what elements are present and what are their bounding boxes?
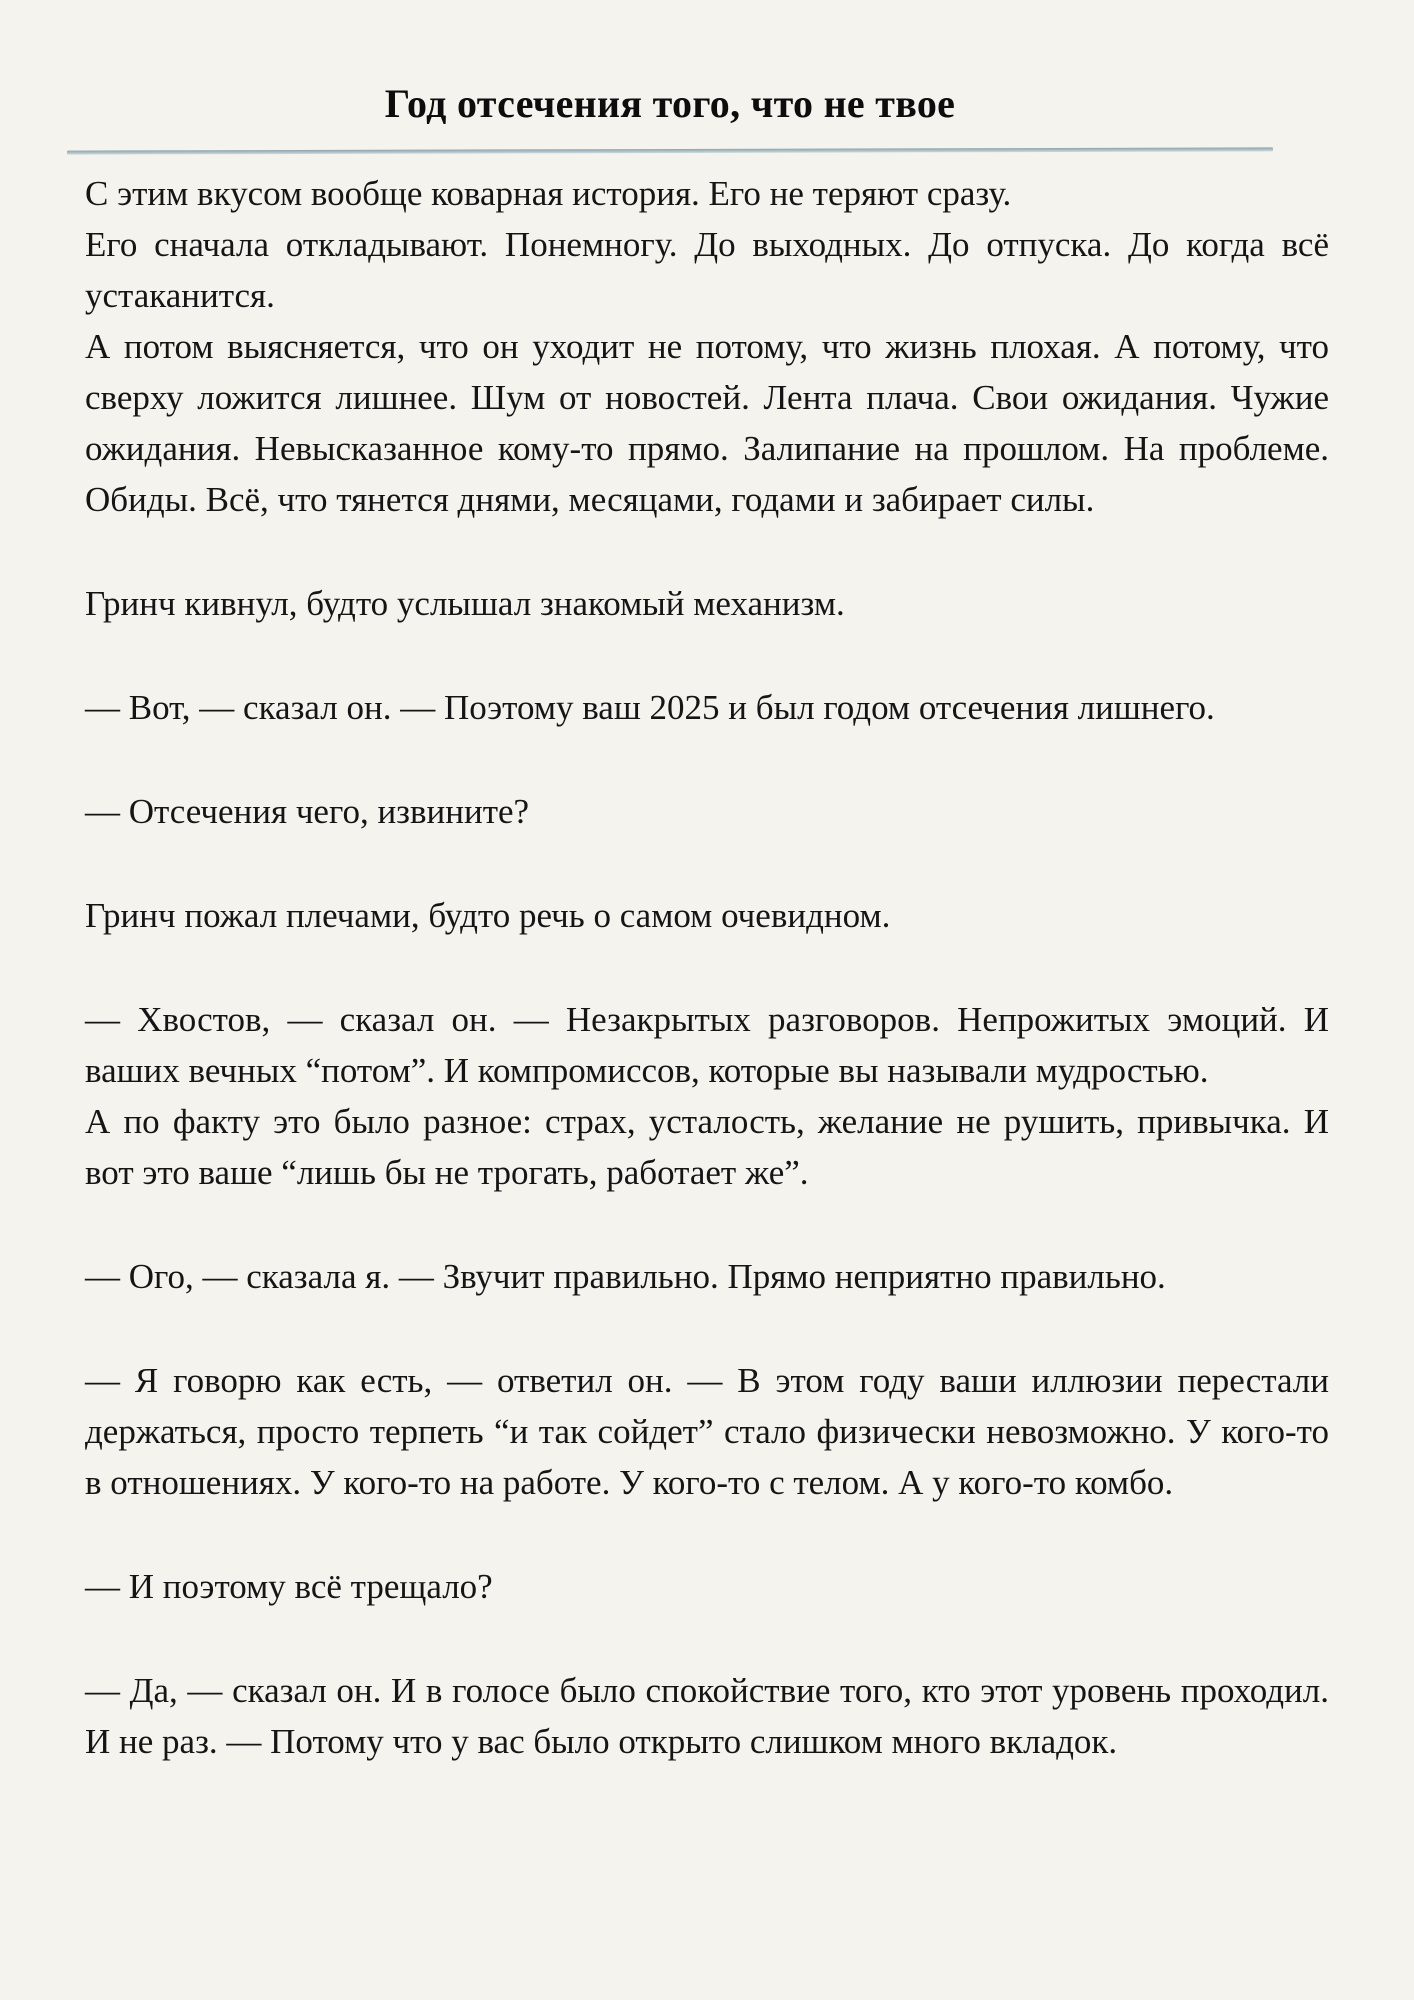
- article-body: [85, 168, 1329, 1767]
- paragraph: — Вот, — сказал он. — Поэтому ваш 2025 и был годом отсечения лишнего.: [85, 688, 1215, 727]
- paragraph: — Я говорю как есть, — ответил он. — В этом году ваши иллюзии перестали держаться, просто терпеть “и так сойдет” стало физически невозможно. У кого-то в отношениях. У кого-то на работе. У кого-то с телом. А у кого-то комбо.: [85, 1361, 1329, 1502]
- paragraph: Гринч пожал плечами, будто речь о самом очевидном.: [85, 896, 891, 935]
- paragraph: — И поэтому всё трещало?: [85, 1567, 493, 1606]
- paragraph: — Отсечения чего, извините?: [85, 792, 530, 831]
- paragraph: — Ого, — сказала я. — Звучит правильно. Прямо неприятно правильно.: [85, 1257, 1166, 1296]
- paragraph: С этим вкусом вообще коварная история. Его не теряют сразу.: [85, 174, 1012, 213]
- page-title: Год отсечения того, что не твое: [384, 81, 956, 126]
- paragraph: Гринч кивнул, будто услышал знакомый механизм.: [85, 584, 845, 623]
- paragraph: А потом выясняется, что он уходит не потому, что жизнь плохая. А потому, что сверху ложится лишнее. Шум от новостей. Лента плача. Свои ожидания. Чужие ожидания. Невысказанное кому-то прямо. Залипание на прошлом. На проблеме. Обиды. Всё, что тянется днями, месяцами, годами и забирает силы.: [85, 327, 1329, 519]
- paragraph: А по факту это было разное: страх, усталость, желание не рушить, привычка. И вот это ваше “лишь бы не трогать, работает же”.: [85, 1102, 1329, 1192]
- paragraph: — Да, — сказал он. И в голосе было спокойствие того, кто этот уровень проходил. И не раз. — Потому что у вас было открыто слишком много вкладок.: [85, 1671, 1329, 1761]
- paragraph: Его сначала откладывают. Понемногу. До выходных. До отпуска. До когда всё устаканится.: [85, 225, 1329, 315]
- divider-rule: [67, 147, 1273, 154]
- paragraph: — Хвостов, — сказал он. — Незакрытых разговоров. Непрожитых эмоций. И ваших вечных “потом”. И компромиссов, которые вы называли мудростью.: [85, 1000, 1329, 1090]
